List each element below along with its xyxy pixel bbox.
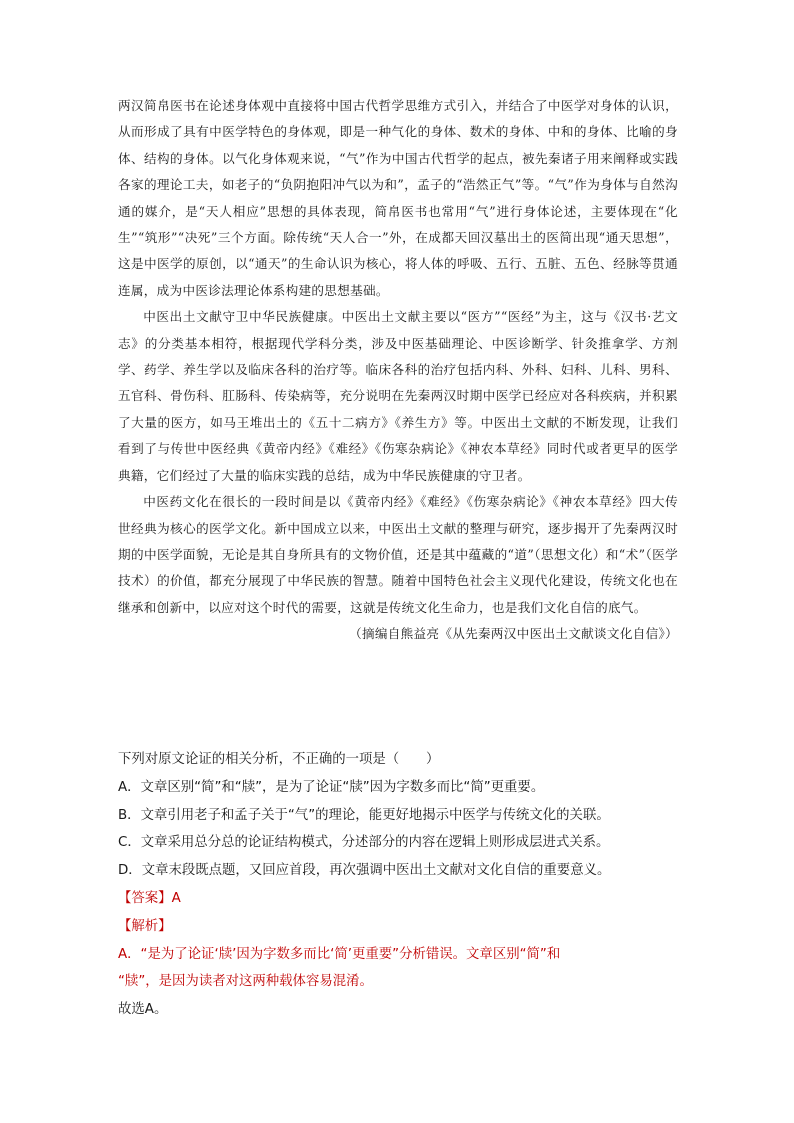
- analysis-conclusion: 故选A。: [118, 1002, 168, 1018]
- analysis-line-1: A．“是为了论证‘牍’因为字数多而比‘简’更重要”分析错误。文章区别“简”和: [118, 946, 561, 962]
- passage-paragraph-2: 中医出土文献守卫中华民族健康。中医出土文献主要以“医方”“医经”为主，这与《汉书·艺文志》的分类基本相符，根据现代学科分类，涉及中医基础理论、中医诊断学、针灸推拿学、方剂学、药学、养生学以及临床各科的治疗等。临床各科的治疗包括内科、外科、妇科、儿科、男科、五官科、骨伤科、肛肠科、传染病等，充分说明在先秦两汉时期中医学已经应对各科疾病，并积累了大量的医方，如马王堆出土的《五十二病方》《养生方》等。中医出土文献的不断发现，让我们看到了与传世中医经典《黄帝内经》《难经》《伤寒杂病论》《神农本草经》同时代或者更早的医学典籍，它们经过了大量的临床实践的总结，成为中华民族健康的守卫者。: [118, 309, 678, 483]
- passage-paragraph-1: 两汉简帛医书在论述身体观中直接将中国古代哲学思维方式引入，并结合了中医学对身体的认识，从而形成了具有中医学特色的身体观，即是一种气化的身体、数术的身体、中和的身体、比喻的身体、结构的身体。以气化身体观来说，“气”作为中国古代哲学的起点，被先秦诸子用来阐释或实践各家的理论工夫，如老子的“负阴抱阳冲气以为和”，孟子的“浩然正气”等。“气”作为身体与自然沟通的媒介，是“天人相应”思想的具体表现，简帛医书也常用“气”进行身体论述，主要体现在“化生”“筑形”“决死”三个方面。除传统“天人合一”外，在成都天回汉墓出土的医简出现“通天思想”，这是中医学的原创，以“通天”的生命认识为核心，将人体的呼吸、五行、五脏、五色、经脉等贯通连属，成为中医诊法理论体系构建的思想基础。: [118, 98, 678, 298]
- answer-label: 【答案】: [118, 890, 172, 906]
- question-stem: 下列对原文论证的相关分析，不正确的一项是（ ）: [118, 752, 440, 767]
- option-a: A．文章区别“简”和“牍”，是为了论证“牍”因为字数多而比“简”更重要。: [118, 779, 545, 795]
- option-d: D．文章末段既点题，又回应首段，再次强调中医出土文献对文化自信的重要意义。: [118, 863, 611, 879]
- answer-line: [118, 885, 678, 913]
- passage-source: （摘编自熊益亮《从先秦两汉中医出土文献谈文化自信》）: [349, 626, 678, 642]
- option-c: C．文章采用总分总的论证结构模式，分述部分的内容在逻辑上则形成层进式关系。: [118, 835, 610, 851]
- analysis-line-2: “牍”，是因为读者对这两种载体容易混淆。: [118, 974, 373, 990]
- option-b: B．文章引用老子和孟子关于“气”的理论，能更好地揭示中医学与传统文化的关联。: [118, 807, 610, 823]
- reading-passage: [118, 93, 678, 648]
- answer-value: A: [171, 890, 181, 906]
- analysis-label: 【解析】: [118, 918, 172, 934]
- passage-paragraph-3: 中医药文化在很长的一段时间是以《黄帝内经》《难经》《伤寒杂病论》《神农本草经》四大传世经典为核心的医学文化。新中国成立以来，中医出土文献的整理与研究，逐步揭开了先秦两汉时期的中医学面貌，无论是其自身所具有的文物价值，还是其中蕴藏的“道”（思想文化）和“术”（医学技术）的价值，都充分展现了中华民族的智慧。随着中国特色社会主义现代化建设，传统文化也在继承和创新中，以应对这个时代的需要，这就是传统文化生命力，也是我们文化自信的底气。: [118, 494, 678, 615]
- question-block: [118, 746, 678, 1024]
